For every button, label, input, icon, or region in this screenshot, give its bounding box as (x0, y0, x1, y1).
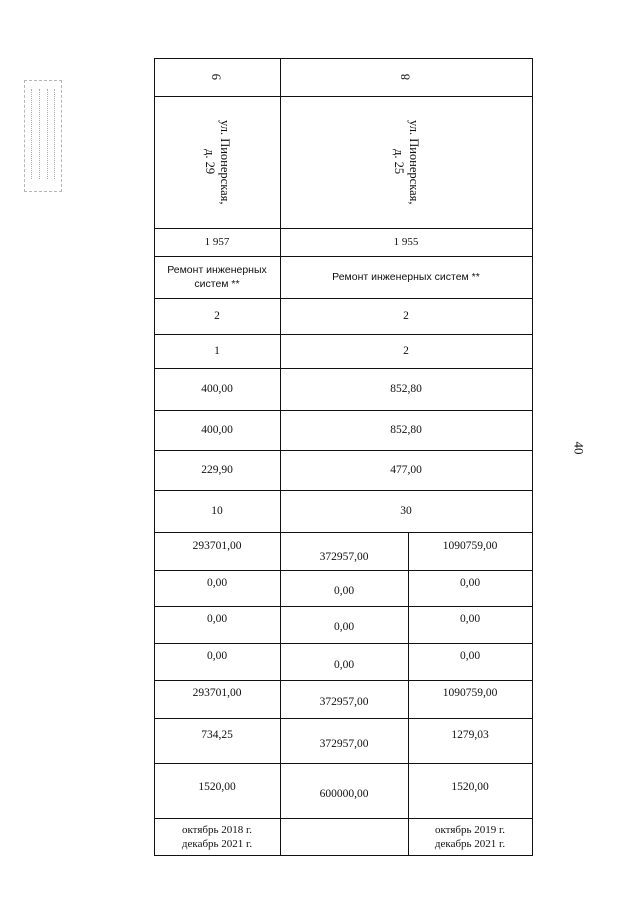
address-right: ул. Пионерская, д. 25 (392, 119, 421, 205)
cell-left: 400,00 (201, 383, 233, 395)
cell-right: 1090759,00 (442, 540, 498, 552)
cell-right: 0,00 (459, 613, 481, 625)
col-number-right: 8 (398, 73, 413, 81)
cell-right: 1520,00 (451, 781, 489, 793)
cell-left: 293701,00 (192, 687, 242, 699)
stamp-mark (24, 80, 62, 192)
cell-mid: 600000,00 (319, 788, 369, 800)
cell-left: 2 (214, 310, 220, 322)
work-type-left: Ремонт инженерных систем ** (167, 264, 267, 290)
cell-right: 30 (400, 505, 412, 517)
year-left: 1 957 (204, 236, 230, 248)
cell-right: 1090759,00 (442, 687, 498, 699)
cell-mid: 372957,00 (319, 696, 369, 708)
cell-mid: 372957,00 (319, 738, 369, 750)
cell-left: 0,00 (206, 577, 228, 589)
data-table (154, 58, 533, 856)
cell-mid: 372957,00 (319, 551, 369, 563)
cell-mid: 0,00 (333, 621, 355, 633)
cell-mid: 0,00 (333, 585, 355, 597)
cell-right: 1279,03 (451, 729, 489, 741)
cell-left: 0,00 (206, 613, 228, 625)
deadline-mid (280, 818, 408, 855)
cell-right: 2 (403, 310, 409, 322)
deadline-left: октябрь 2018 г. декабрь 2021 г. (181, 823, 253, 850)
col-number-left: 9 (209, 73, 224, 81)
cell-left: 1520,00 (198, 781, 236, 793)
cell-right: 0,00 (459, 650, 481, 662)
work-type-right: Ремонт инженерных систем ** (332, 271, 480, 283)
year-right: 1 955 (393, 236, 419, 248)
address-left: ул. Пионерская, д. 29 (203, 119, 232, 205)
cell-left: 293701,00 (192, 540, 242, 552)
cell-left: 1 (214, 345, 220, 357)
cell-right: 852,80 (390, 424, 422, 436)
cell-left: 0,00 (206, 650, 228, 662)
cell-left: 734,25 (201, 729, 233, 741)
cell-right: 0,00 (459, 577, 481, 589)
cell-left: 10 (211, 505, 223, 517)
cell-right: 2 (403, 345, 409, 357)
cell-mid: 0,00 (333, 659, 355, 671)
cell-right: 852,80 (390, 383, 422, 395)
cell-left: 229,90 (201, 464, 233, 476)
page-number: 40 (571, 441, 587, 455)
cell-right: 477,00 (390, 464, 422, 476)
cell-left: 400,00 (201, 424, 233, 436)
deadline-right: октябрь 2019 г. декабрь 2021 г. (434, 823, 506, 850)
